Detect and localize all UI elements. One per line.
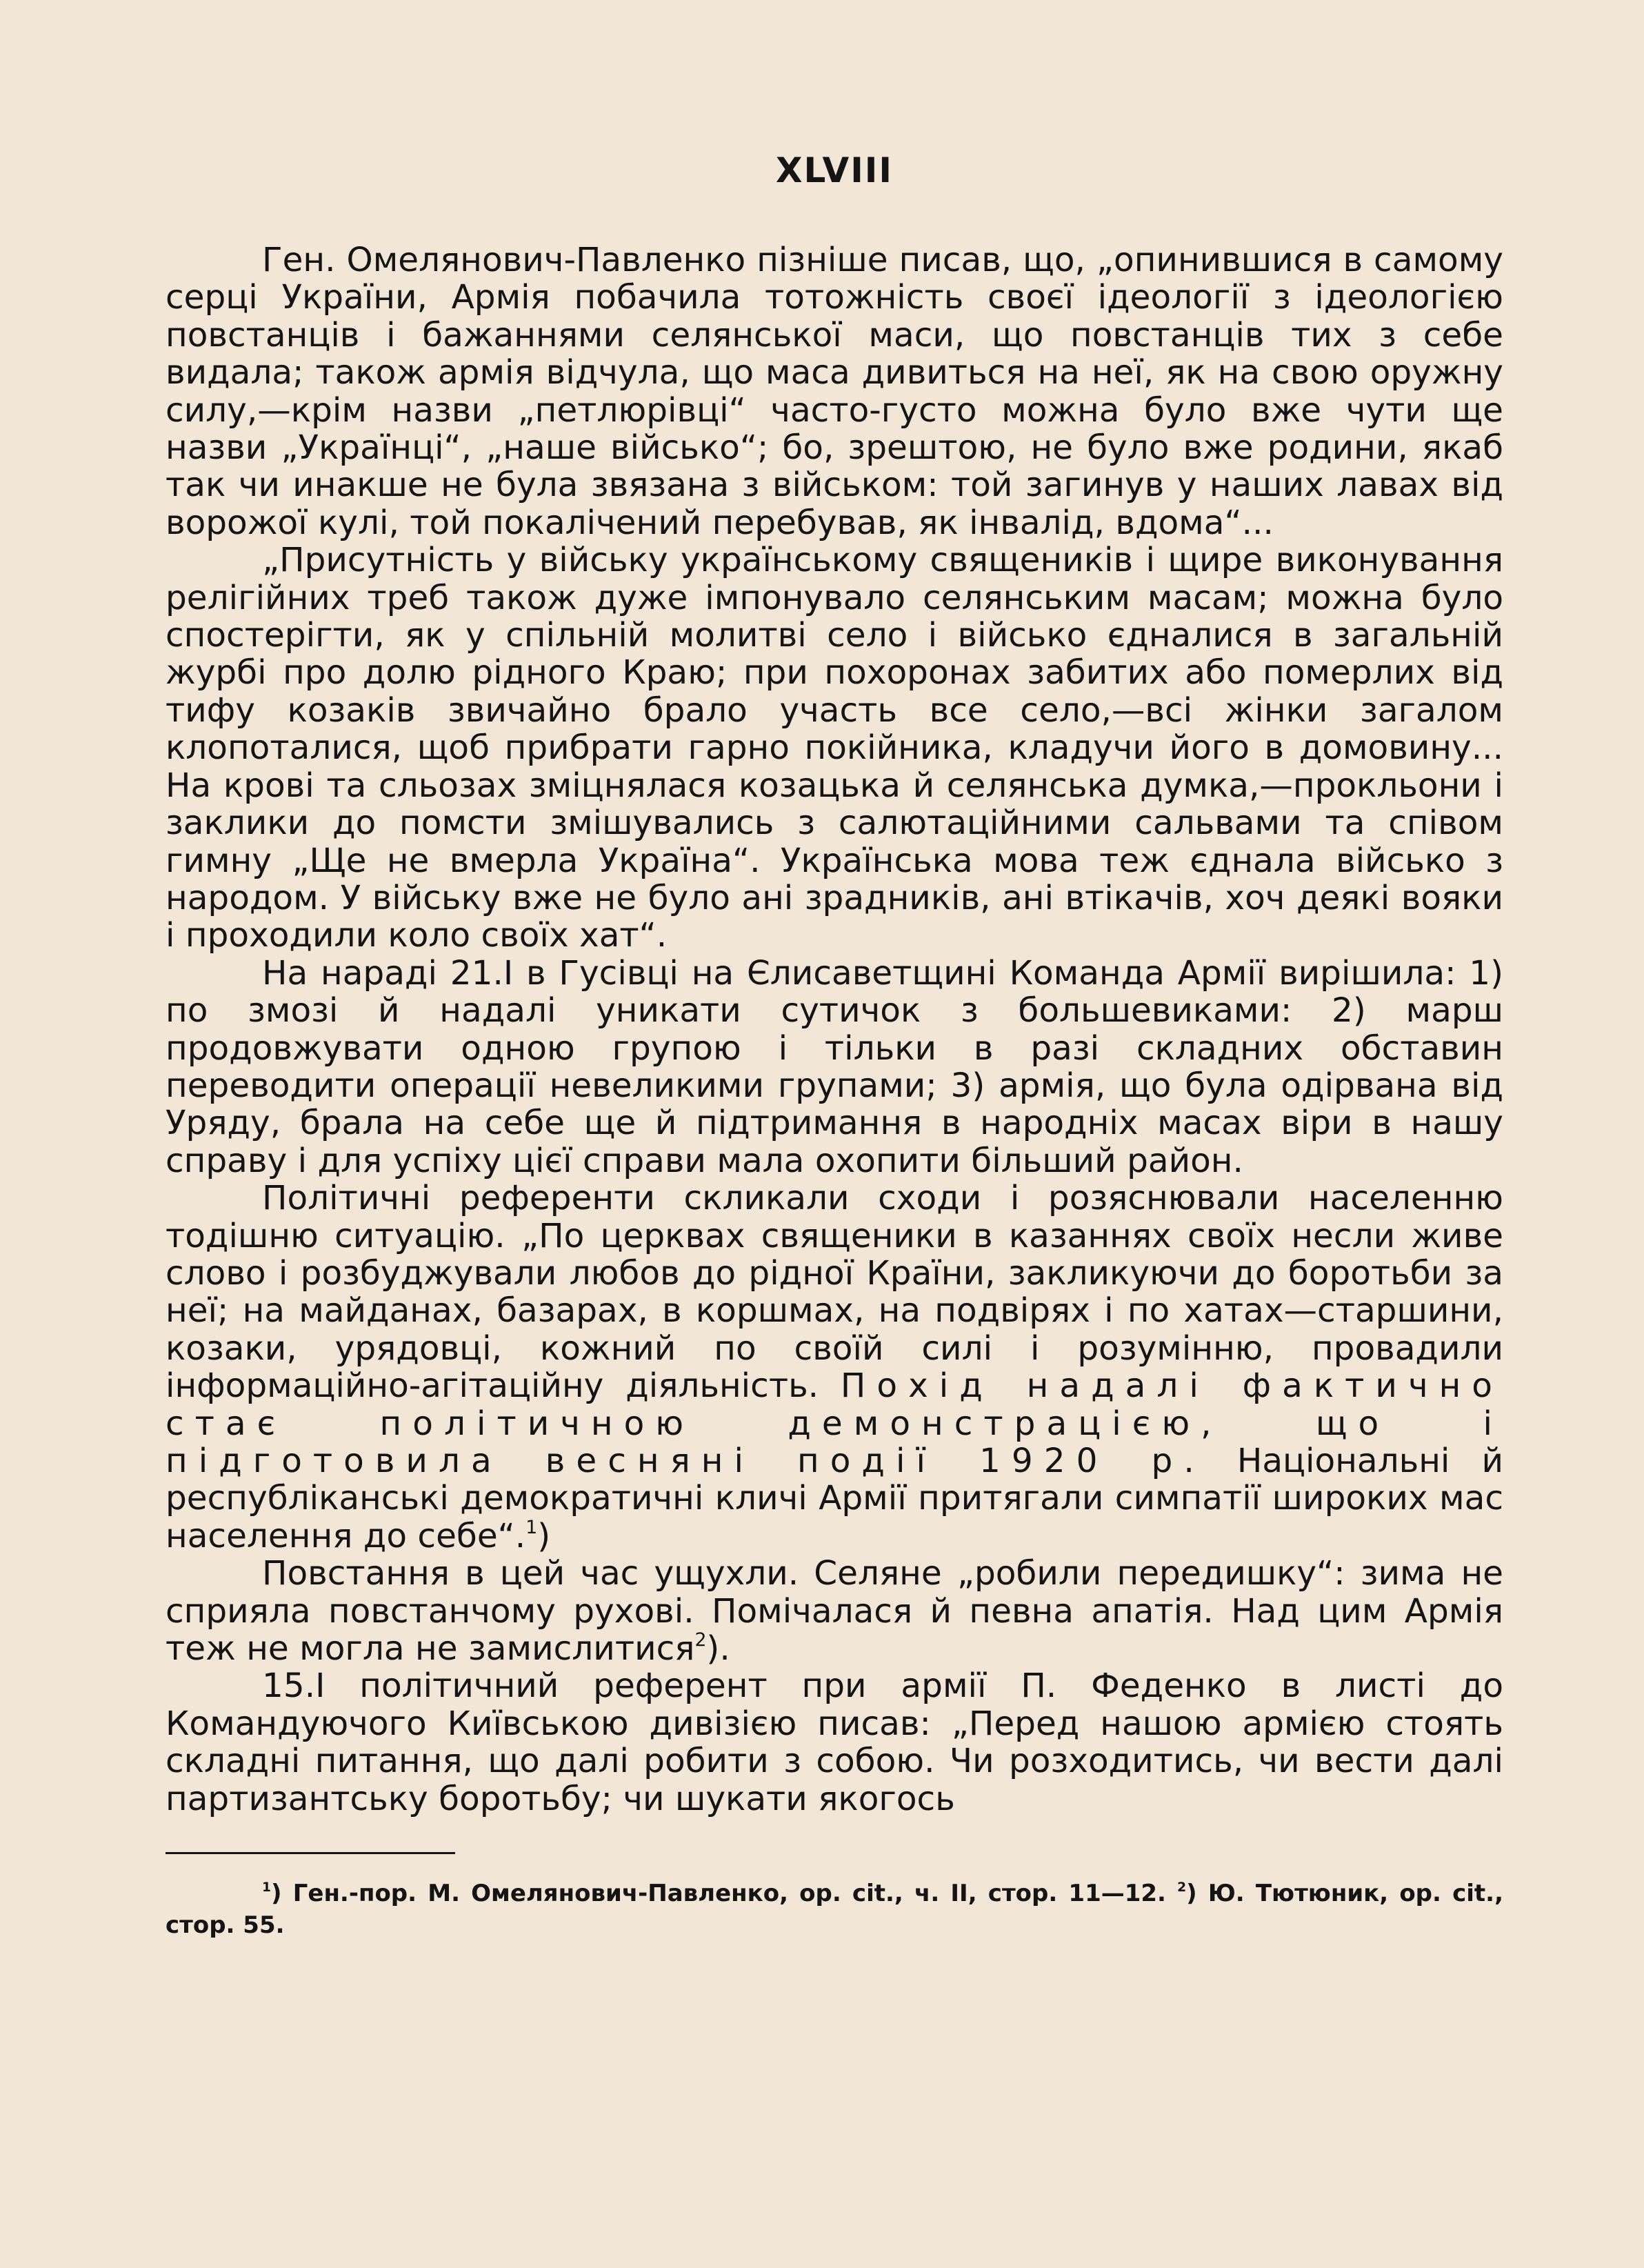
text-run: Повстання в цей час ущухли. Селяне „робили передишку“: зима не сприяла повстанчому рухові. Помічалася й певна апатія. Над цим Армія теж не могла не замислитися (166, 1554, 1503, 1669)
footnote-marker: 1 (262, 1880, 272, 1896)
text-run: Ген. Омелянович-Павленко пізніше писав, що, „опинившися в самому серці України, Армія побачила тотожність своєї ідеології з ідеологією повстанців і бажаннями селянської маси, що повстанців тих з себе видала; також армія відчула, що маса дивиться на неї, як на свою оружну силу,—крім назви „петлюрівці“ часто-густо можна було вже чути ще назви „Українці“, „наше військо“; бо, зрештою, не було вже родини, якаб так чи инакше не була звязана з військом: той загинув у наших лавах від ворожої кулі, той покалічений перебував, як інвалід, вдома“... (166, 241, 1503, 542)
text-run: ) Ген.-пор. М. Омелянович-Павленко, op. cit., ч. II, стор. 11—12. (271, 1880, 1178, 1908)
page-number: XLVIII (775, 150, 894, 190)
text-run: „Присутність у війську українському священиків і щире виконування релігійних треб також дуже імпонувало селянським масам; можна було спостерігти, як у спільній молитві село і військо єдналися в загальній журбі про долю рідного Краю; при похоронах забитих або померлих від тифу козаків звичайно брало участь все село,—всі жінки загалом клопоталися, щоб прибрати гарно покійника, кладучи його в домовину... На крові та сльозах зміцнялася козацька й селянська думка,—прокльони і заклики до помсти змішувались з салютаційними сальвами та співом гимну „Ще не вмерла Україна“. Українська мова теж єднала військо з народом. У війську вже не було ані зрадників, ані втікачів, хоч деякі вояки і проходили коло своїх хат“. (166, 541, 1503, 955)
paragraph (166, 1180, 1503, 1555)
body-text (166, 241, 1503, 1818)
spaced-emphasis-text: Похід надалі фактично стає політичною демонстрацією, що і підготовила весняні події 1920 р. (166, 1366, 1503, 1480)
footnotes (166, 1878, 1503, 1941)
text-run: 15.I політичний референт при армії П. Феденко в листі до Командуючого Київською дивізією писав: „Перед нашою армією стоять складні питання, що далі робити з собою. Чи розходитись, чи вести далі партизантську боротьбу; чи шукати якогось (166, 1667, 1503, 1818)
text-run: Політичні референти скликали сходи і розяснювали населенню тодішню ситуацію. „По церквах священики в казаннях своїх несли живе слово і розбуджували любов до рідної Країни, закликуючи до боротьби за неї; на майданах, базарах, в коршмах, на подвірях і по хатах—старшини, козаки, урядовці, кожний по своїй силі і розумінню, провадили інформаційно-агітаційну діяльність. (166, 1179, 1503, 1406)
text-run: Національні й республіканські демократичні кличі Армії притягали симпатії широких мас населення до себе“. (166, 1442, 1503, 1555)
paragraph (166, 1555, 1503, 1667)
paragraph (166, 541, 1503, 954)
footnote-marker: 2 (694, 1629, 707, 1651)
text-run: ). (706, 1629, 730, 1669)
text-run: ) (537, 1516, 551, 1555)
paragraph (166, 955, 1503, 1180)
book-page (166, 150, 1503, 1941)
footnote-marker: 1 (525, 1516, 538, 1538)
text-run: На нараді 21.I в Гусівці на Єлисаветщині Команда Армії вирішила: 1) по змозі й надалі уникати сутичок з большевиками: 2) марш продовжувати одною групою і тільки в разі складних обставин переводити операції невеликими групами; 3) армія, що була одірвана від Уряду, брала на себе ще й підтримання в народніх масах віри в нашу справу і для успіху цієї справи мала охопити більший район. (166, 953, 1503, 1180)
paragraph (166, 241, 1503, 541)
text-run: ) Ю. Тютюник, op. cit., стор. 55. (166, 1880, 1503, 1940)
footnote-marker: 2 (1177, 1880, 1187, 1896)
footnote-separator (166, 1852, 455, 1854)
paragraph (166, 1667, 1503, 1818)
